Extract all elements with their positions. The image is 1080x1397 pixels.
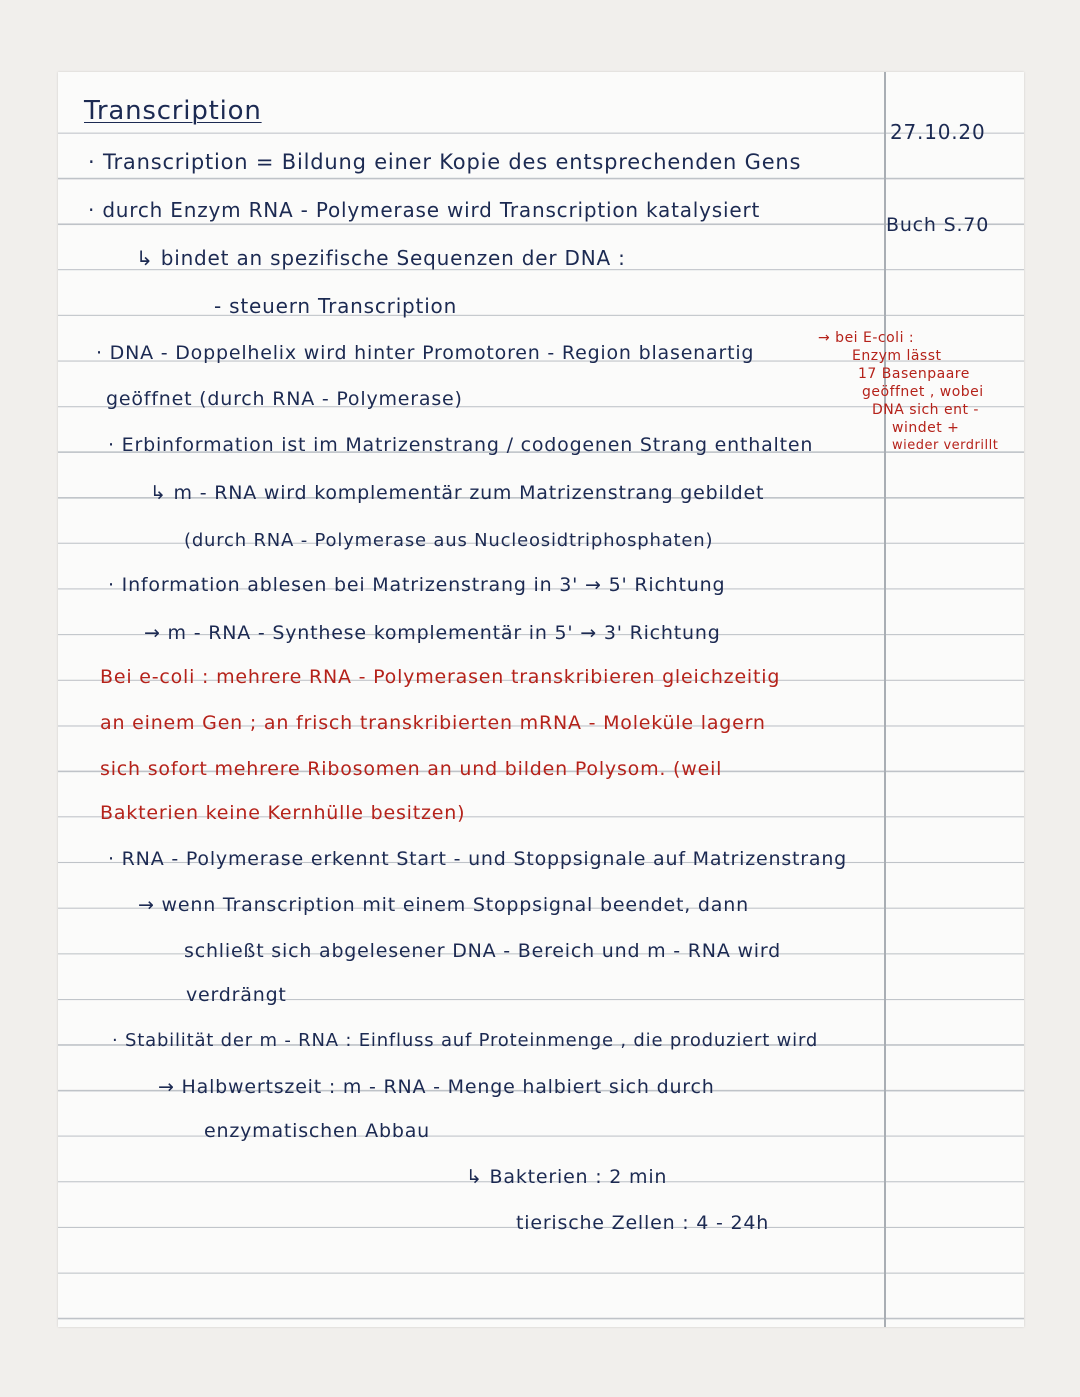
margin-line	[884, 72, 886, 1327]
note-line-red: sich sofort mehrere Ribosomen an und bilden Polysom. (weil	[100, 758, 723, 780]
note-line: → wenn Transcription mit einem Stoppsignal beendet, dann	[138, 894, 749, 916]
side-note-line: Enzym lässt	[852, 348, 942, 364]
side-note-line: wieder verdrillt	[892, 438, 999, 453]
note-line: ↳ Bakterien : 2 min	[466, 1166, 668, 1188]
side-note-line: windet +	[892, 420, 960, 436]
note-line: · Information ablesen bei Matrizenstrang in 3' → 5' Richtung	[108, 574, 726, 596]
note-line: ↳ m - RNA wird komplementär zum Matrizenstrang gebildet	[150, 482, 765, 504]
note-line: · Erbinformation ist im Matrizenstrang / codogenen Strang enthalten	[108, 434, 814, 456]
note-line-red: Bakterien keine Kernhülle besitzen)	[100, 802, 466, 824]
note-line: · RNA - Polymerase erkennt Start - und Stoppsignale auf Matrizenstrang	[108, 848, 848, 870]
side-note-line: DNA sich ent -	[872, 402, 979, 418]
note-line: geöffnet (durch RNA - Polymerase)	[106, 388, 463, 410]
book-reference: Buch S.70	[886, 214, 990, 236]
side-note-line: geöffnet , wobei	[862, 384, 984, 400]
side-note-line: 17 Basenpaare	[858, 366, 970, 382]
side-note-line: → bei E-coli :	[818, 330, 915, 346]
note-line: · Transcription = Bildung einer Kopie des entsprechenden Gens	[88, 150, 802, 174]
note-line: → Halbwertszeit : m - RNA - Menge halbiert sich durch	[158, 1076, 715, 1098]
note-line-red: Bei e-coli : mehrere RNA - Polymerasen transkribieren gleichzeitig	[100, 666, 781, 688]
note-line: · durch Enzym RNA - Polymerase wird Transcription katalysiert	[88, 198, 761, 222]
note-line: schließt sich abgelesener DNA - Bereich und m - RNA wird	[184, 940, 782, 962]
note-line: verdrängt	[186, 984, 287, 1006]
note-line: · Stabilität der m - RNA : Einfluss auf Proteinmenge , die produziert wird	[112, 1030, 819, 1051]
note-line: → m - RNA - Synthese komplementär in 5' → 3' Richtung	[144, 622, 721, 644]
page-title: Transcription	[84, 96, 262, 126]
note-line: ↳ bindet an spezifische Sequenzen der DNA :	[136, 246, 626, 270]
note-line-red: an einem Gen ; an frisch transkribierten mRNA - Moleküle lagern	[100, 712, 766, 734]
note-line: - steuern Transcription	[214, 294, 458, 318]
date-label: 27.10.20	[890, 120, 986, 144]
note-line: · DNA - Doppelhelix wird hinter Promotoren - Region blasenartig	[96, 342, 755, 364]
note-line: tierische Zellen : 4 - 24h	[516, 1212, 770, 1234]
note-line: (durch RNA - Polymerase aus Nucleosidtriphosphaten)	[184, 530, 714, 551]
note-line: enzymatischen Abbau	[204, 1120, 430, 1142]
